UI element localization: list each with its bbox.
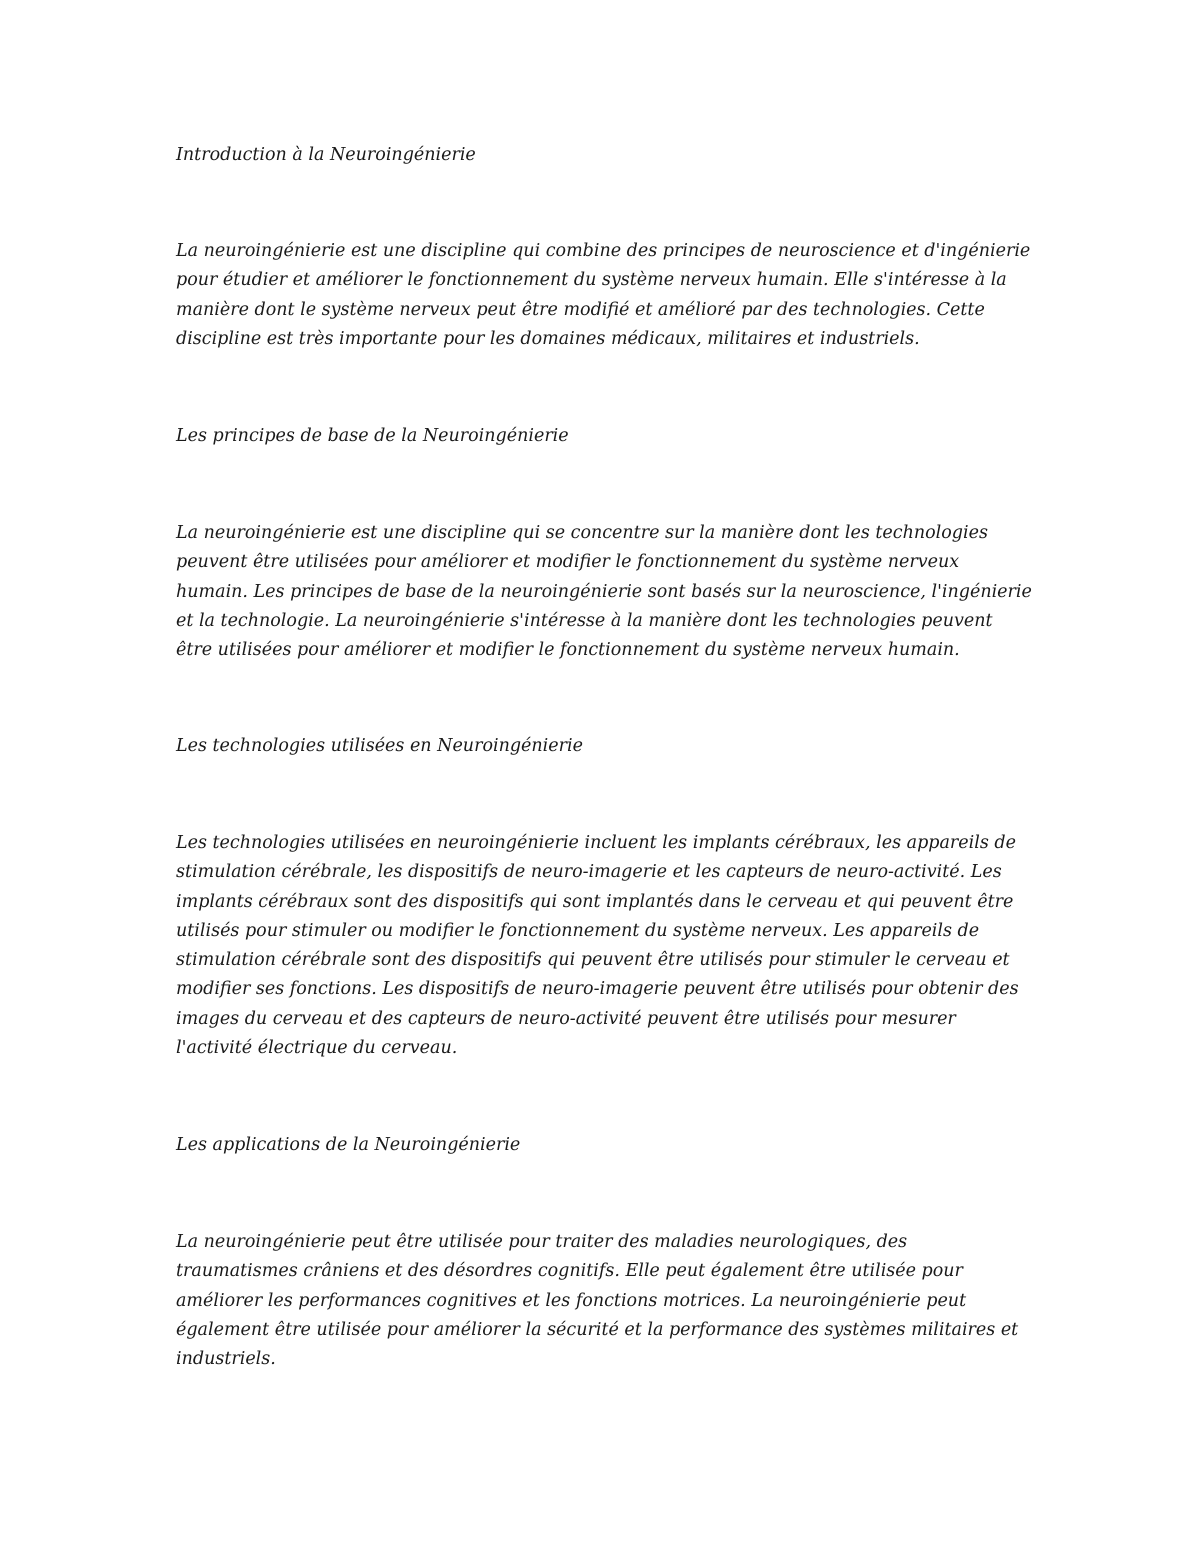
paragraph-line: La neuroingénierie peut être utilisée pour traiter des maladies neurologiques, des: [176, 1232, 908, 1252]
section-paragraph-technologies: [176, 829, 1036, 1063]
paragraph-line: humain. Les principes de base de la neuroingénierie sont basés sur la neuroscience, l'ingénierie: [176, 581, 1032, 602]
section-heading-principes: Les principes de base de la Neuroingénierie: [176, 426, 569, 446]
section-paragraph-principes: [176, 519, 1036, 665]
paragraph-line: peuvent être utilisées pour améliorer et modifier le fonctionnement du système nerveux: [176, 552, 960, 573]
section-heading-introduction: Introduction à la Neuroingénierie: [176, 145, 476, 165]
paragraph-line: l'activité électrique du cerveau.: [176, 1038, 458, 1059]
paragraph-line: traumatismes crâniens et des désordres cognitifs. Elle peut également être utilisée pour: [176, 1261, 963, 1282]
section-paragraph-introduction: [176, 237, 1036, 354]
paragraph-line: industriels.: [176, 1349, 276, 1370]
paragraph-line: pour étudier et améliorer le fonctionnement du système nerveux humain. Elle s'intéresse à la: [176, 270, 1007, 291]
paragraph-line: La neuroingénierie est une discipline qui combine des principes de neuroscience et d'ingénierie: [176, 241, 1031, 261]
paragraph-line: améliorer les performances cognitives et les fonctions motrices. La neuroingénierie peut: [176, 1290, 967, 1311]
section-heading-applications: Les applications de la Neuroingénierie: [176, 1135, 521, 1155]
paragraph-line: Les technologies utilisées en neuroingénierie incluent les implants cérébraux, les appareils de: [176, 833, 1016, 853]
paragraph-line: La neuroingénierie est une discipline qui se concentre sur la manière dont les technologies: [176, 523, 988, 543]
paragraph-line: et la technologie. La neuroingénierie s'intéresse à la manière dont les technologies peuvent: [176, 610, 993, 631]
paragraph-line: stimulation cérébrale, les dispositifs de neuro-imagerie et les capteurs de neuro-activité. Les: [176, 862, 1002, 883]
section-heading-technologies: Les technologies utilisées en Neuroingénierie: [176, 736, 583, 756]
paragraph-line: implants cérébraux sont des dispositifs qui sont implantés dans le cerveau et qui peuvent être: [176, 891, 1014, 912]
paragraph-line: images du cerveau et des capteurs de neuro-activité peuvent être utilisés pour mesurer: [176, 1008, 956, 1029]
paragraph-line: stimulation cérébrale sont des dispositifs qui peuvent être utilisés pour stimuler le cerveau et: [176, 950, 1010, 971]
paragraph-line: manière dont le système nerveux peut être modifié et amélioré par des technologies. Cette: [176, 299, 985, 320]
paragraph-line: utilisés pour stimuler ou modifier le fonctionnement du système nerveux. Les appareils de: [176, 920, 980, 941]
section-paragraph-applications: [176, 1228, 1036, 1374]
paragraph-line: modifier ses fonctions. Les dispositifs de neuro-imagerie peuvent être utilisés pour obtenir des: [176, 979, 1019, 1000]
paragraph-line: discipline est très importante pour les domaines médicaux, militaires et industriels.: [176, 328, 920, 349]
paragraph-line: être utilisées pour améliorer et modifier le fonctionnement du système nerveux humain.: [176, 640, 960, 661]
paragraph-line: également être utilisée pour améliorer la sécurité et la performance des systèmes militaires et: [176, 1319, 1019, 1340]
